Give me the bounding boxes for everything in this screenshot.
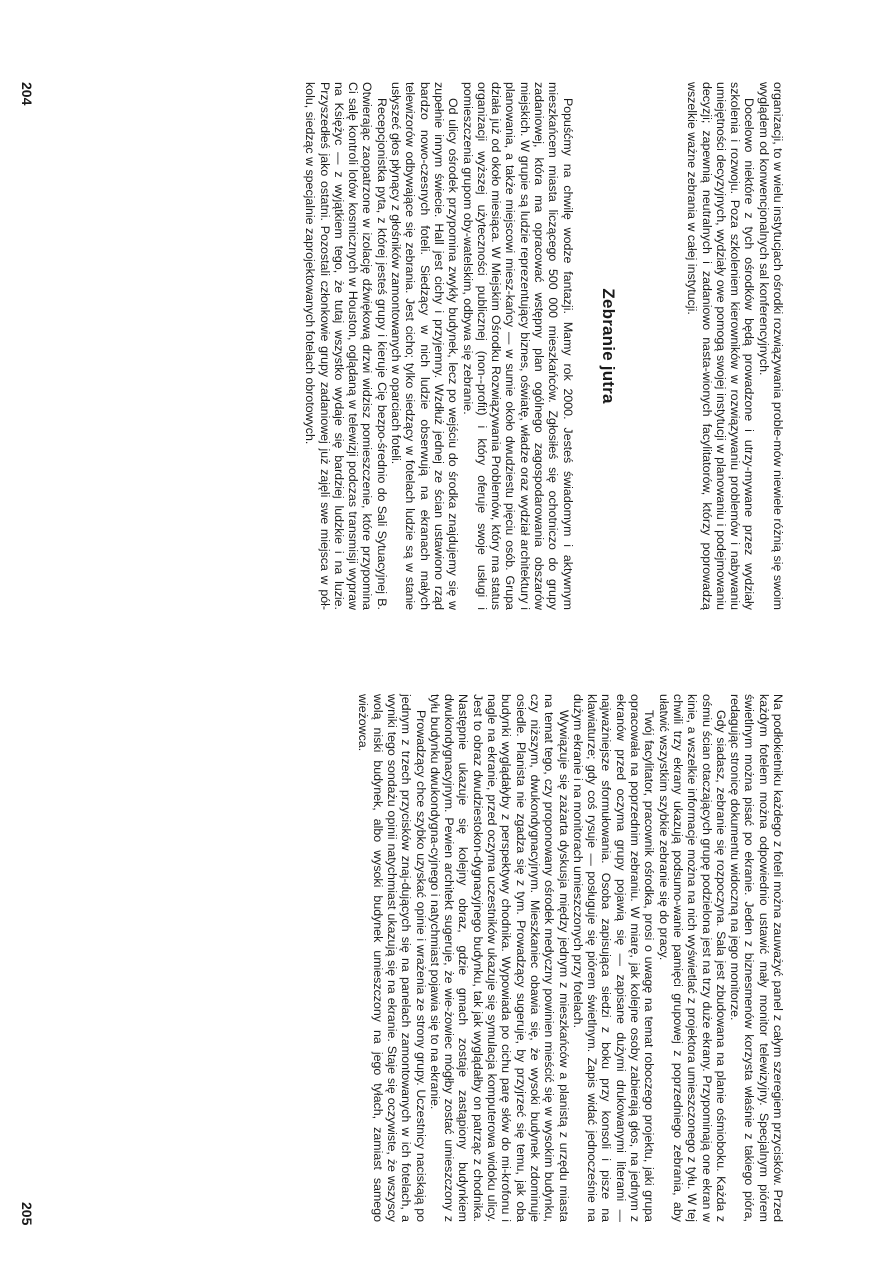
left-page [0, 0, 893, 631]
chapter-title: Zebranie jutra [598, 288, 618, 404]
left-paragraph-2: Docelowo niektóre z tych ośrodków będą prowadzone i utrzy-mywane przez wydziały szkolenia i rozwoju. Poza szkoleniem kierowników w rozwiązywaniu problemów i nabywaniu umiejętności decyzyjnych, wydziały owe pomogą swojej instytucji w planowaniu i podejmowaniu decyzji; zapewnią neutralnych i zadaniowo nasta-wionych facylitatorów, którzy poprowadzą wszelkie ważne zebrania w całej instytucji. [685, 82, 757, 610]
right-paragraph-5: Prowadzący chce szybko uzyskać opinie i wrażenia ze strony grupy. Uczestnicy naciskają po jednym z trzech przycisków znaj-dujących się na panelach zamontowanych w ich fotelach, a wyniki tego sondażu opinii natychmiast ukazują się na ekranie. Staje się oczywiste, że wszyscy wolą niski budynek, albo wysoki budynek umieszczony na jego tyłach, zamiast samego wieżowca. [356, 694, 428, 1222]
right-paragraph-2: Gdy siadasz, zebranie się rozpoczyna. Sala jest zbudowana na planie ośmioboku. Każda z ośmiu ścian otaczających grupę podzielona jest na trzy duże ekrany. Przypominają one ekran w kinie, a wszelkie informacje można na nich wyświetlać z projektora umieszczonego z tyłu. W tej chwili trzy ekrany ukazują podsumo-wanie pamięci grupowej z poprzedniego zebrania, aby ułatwić wszystkim szybkie zebranie się do pracy. [656, 694, 728, 1222]
right-page-text [356, 694, 785, 1222]
left-paragraph-3: Popuśćmy na chwilę wodze fantazji. Mamy rok 2000. Jesteś świadomym i aktywnym mieszkańcem miasta liczącego 500 000 mieszkańców. Zgłosiłeś się ochotniczo do grupy zadaniowej, która ma opracować wstępny plan ogólnego zagospodarowania obszarów miejskich. W grupie są ludzie reprezentujący biznes, oświatę, władze oraz wydział architektury i planowania, a także miejscowi miesz-kańcy — w sumie około dwudziestu pięciu osób. Grupa działa już od około miesiąca. W Miejskim Ośrodku Rozwiązywania Problemów, który ma status organizacji wyższej użyteczności publicznej (non--profit) i który oferuje swoje usługi i pomieszczenia grupom oby-watelskim, odbywa się zebranie. [460, 82, 575, 610]
left-page-text [303, 82, 785, 610]
right-paragraph-1: Na podłokietniku każdego z foteli można zauważyć panel z całym szeregiem przycisków. Przed każdym fotelem można odpowiednio ustawić mały monitor telewizyjny. Specjalnym piórem świetlnym można pisać po ekranie. Jeden z biznesmenów korzysta właśnie z takiego pióra, redagując stronicę dokumentu widoczną na jego monitorze. [728, 694, 785, 1222]
page-number-right: 205 [19, 1202, 35, 1226]
left-paragraph-5: Recepcjonistka pyta, z której jesteś grupy i kieruje Cię bezpo-średnio do Sali Sytuacyjnej B. Otwierając zaopatrzone w izolację dźwiękową drzwi widzisz pomieszczenie, które przypomina Ci salę kontroli lotów kosmicznych w Houston, oglądaną w telewizji podczas transmisji wypraw na Księżyc — z wyjątkiem tego, że tutaj wszystko wydaje się bardziej ludzkie i na luzie. Przyszedłeś jako ostatni. Pozostali członkowie grupy zadaniowej już zajęli swe miejsca w pół-kolu, siedząc w specjalnie zaprojektowanych fotelach obrotowych. [303, 82, 389, 610]
left-paragraph-4: Od ulicy ośrodek przypomina zwykły budynek, lecz po wejściu do środka znajdujemy się w zupełnie innym świecie. Hall jest cichy i przyjemny. Wzdłuż jednej ze ścian ustawiono rząd bardzo nowo-czesnych foteli. Siedzący w nich ludzie obserwują na ekranach małych telewizorów odbywające się zebrania. Jest cicho; tylko siedzący w fotelach ludzie są w stanie usłyszeć głos płynący z głośników zamontowanych w oparciach foteli. [389, 82, 461, 610]
page-number-left: 204 [19, 82, 35, 106]
right-paragraph-3: Twój facylitator, pracownik ośrodka, prosi o uwagę na temat roboczego projektu, jaki grupa opracowała na poprzednim zebraniu. W miarę, jak kolejne osoby zabierają głos, na jednym z ekranów przed oczyma grupy pojawią się — zapisane dużymi drukowanymi literami — najważniejsze sformułowania. Osoba zapisująca siedzi z boku przy konsoli i pisze na klawiaturze; gdy coś rysuje — posługuje się piórem świetlnym. Zapis widać jednocześnie na dużym ekranie i na monitorach umieszczonych przy fotelach. [570, 694, 657, 1222]
right-page [0, 632, 893, 1263]
left-paragraph-1: organizacji, to w wielu instytucjach ośrodki rozwiązywania proble-mów niewiele różnią się swoim wyglądem od konwencjonalnych sal konferencyjnych. [756, 82, 785, 610]
right-paragraph-4: Wywiązuje się zażarta dyskusja między jednym z mieszkańców a planistą z urzędu miasta na temat tego, czy proponowany ośrodek medyczny powinien mieścić się w wysokim budynku, czy niższym, dwukondygnacyjnym. Mieszkaniec obawia się, że wysoki budynek zdominuje osiedle. Planista nie zgadza się z tym. Prowadzący sugeruje, by przyjrzeć się temu, jak oba budynki wyglądałyby z perspektywy chodnika. Wypowiada po cichu parę słów do mi-krofonu i nagle na ekranie, przed oczyma uczestników ukazuje się symulacja komputerowa widoku ulicy. Jest to obraz dwudziestokon-dygnacyjnego budynku, tak jak wyglądałby on patrząc z chodnika. Następnie ukazuje się kolejny obraz, gdzie gmach zostaje zastąpiony budynkiem dwukondygnacyjnym. Pewien architekt sugeruje, że wie-żowiec mógłby zostać umieszczony z tyłu budynku dwukondygna-cyjnego i natychmiast pojawia się to na ekranie. [427, 694, 571, 1222]
